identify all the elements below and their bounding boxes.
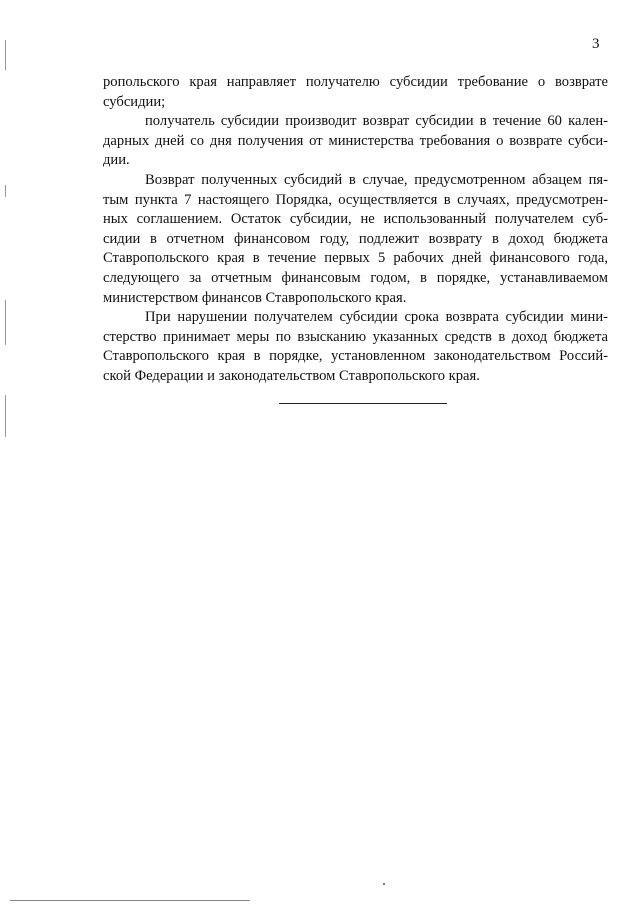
page-number: 3: [592, 36, 600, 52]
paragraph-line: дии.: [103, 152, 130, 169]
paragraph-line: получатель субсидии производит возврат субсидии в течение 60 кален-: [145, 113, 608, 130]
scan-artifact-dot: [383, 883, 385, 885]
paragraph-line: Ставропольского края в течение первых 5 рабочих дней финансового года,: [103, 250, 608, 267]
paragraph-line: Возврат полученных субсидий в случае, предусмотренном абзацем пя-: [145, 171, 608, 188]
scan-artifact-mark: [5, 395, 6, 437]
paragraph-line: следующего за отчетным финансовым годом, в порядке, устанавливаемом: [103, 269, 608, 286]
document-end-rule: [279, 403, 447, 404]
scan-artifact-mark: [5, 185, 6, 197]
paragraph-line: ропольского края направляет получателю субсидии требование о возврате: [103, 74, 608, 90]
paragraph-line: сидии в отчетном финансовом году, подлежит возврату в доход бюджета: [103, 230, 608, 247]
paragraph-line: При нарушении получателем субсидии срока возврата субсидии мини-: [145, 309, 608, 326]
paragraph-line: дарных дней со дня получения от министерства требования о возврате субси-: [103, 132, 608, 149]
paragraph-line: министерством финансов Ставропольского края.: [103, 289, 407, 306]
scan-artifact-bottom-rule: [10, 900, 250, 901]
paragraph-line: стерство принимает меры по взысканию указанных средств в доход бюджета: [103, 328, 608, 345]
scan-artifact-mark: [5, 300, 6, 345]
paragraph-line: тым пункта 7 настоящего Порядка, осуществляется в случаях, предусмотрен-: [103, 191, 608, 208]
document-body: [103, 73, 608, 387]
paragraph-line: ных соглашением. Остаток субсидии, не использованный получателем суб-: [103, 211, 608, 228]
paragraph-line: ской Федерации и законодательством Ставропольского края.: [103, 367, 480, 384]
scan-artifact-mark: [5, 40, 6, 70]
paragraph-line: субсидии;: [103, 93, 166, 110]
paragraph-line: Ставропольского края в порядке, установленном законодательством Россий-: [103, 348, 608, 365]
